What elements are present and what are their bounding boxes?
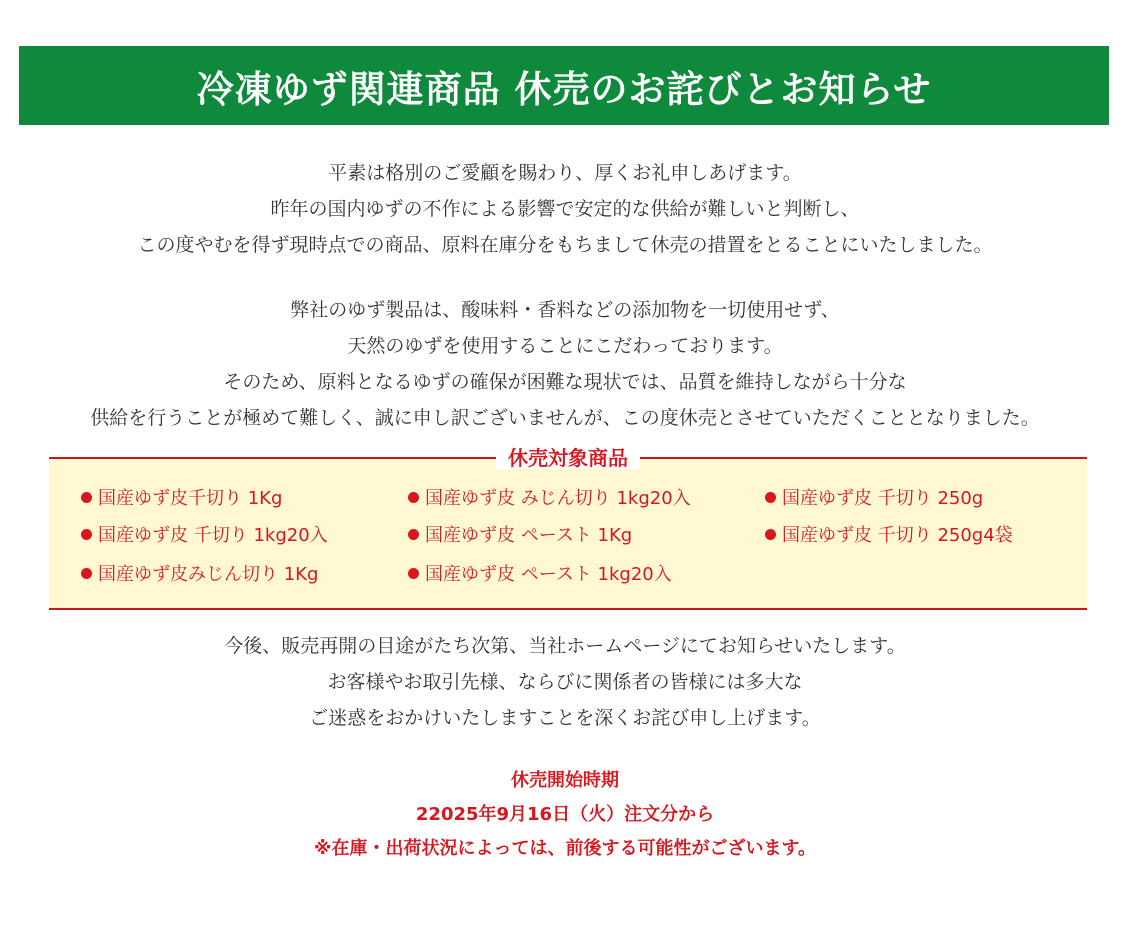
closing-paragraph — [0, 628, 1130, 736]
bullet-dot-icon — [408, 492, 419, 503]
reason-paragraph — [0, 292, 1130, 436]
closing-line: ご迷惑をおかけいたしますことを深くお詫び申し上げます。 — [309, 707, 821, 729]
product-label: 国産ゆず皮 ペースト 1Kg — [425, 525, 633, 546]
bullet-dot-icon — [408, 568, 419, 579]
period-note: ※在庫・出荷状況によっては、前後する可能性がございます。 — [313, 838, 817, 859]
product-label: 国産ゆず皮 みじん切り 1kg20入 — [425, 488, 691, 509]
page-title: 冷凍ゆず関連商品 休売のお詫びとお知らせ — [196, 67, 932, 111]
bullet-dot-icon — [81, 529, 92, 540]
period-title: 休売開始時期 — [511, 770, 619, 791]
product-item — [408, 487, 691, 511]
suspended-products-box — [49, 446, 1087, 610]
suspension-period — [0, 764, 1130, 866]
product-item — [765, 524, 1013, 548]
product-label: 国産ゆず皮 千切り 250g — [782, 488, 984, 509]
closing-line: お客様やお取引先様、ならびに関係者の皆様には多大な — [327, 671, 803, 693]
intro-paragraph — [0, 155, 1130, 263]
period-date: 22025年9月16日（火）注文分から — [415, 804, 715, 825]
product-label: 国産ゆず皮 千切り 1kg20入 — [98, 525, 328, 546]
product-item — [765, 487, 983, 511]
bullet-dot-icon — [765, 492, 776, 503]
product-item — [408, 524, 632, 548]
reason-line: 供給を行うことが極めて難しく、誠に申し訳ございませんが、この度休売とさせていただくこととなりました。 — [90, 407, 1040, 429]
product-label: 国産ゆず皮 千切り 250g4袋 — [782, 525, 1013, 546]
reason-line: 弊社のゆず製品は、酸味料・香料などの添加物を一切使用せず、 — [290, 299, 840, 321]
product-item — [408, 563, 672, 587]
product-item — [81, 487, 282, 511]
product-label: 国産ゆず皮千切り 1Kg — [98, 488, 283, 509]
reason-line: 天然のゆずを使用することにこだわっております。 — [347, 335, 783, 357]
title-banner — [19, 46, 1109, 125]
product-label: 国産ゆず皮みじん切り 1Kg — [98, 564, 319, 585]
reason-line: そのため、原料となるゆずの確保が困難な現状では、品質を維持しながら十分な — [223, 371, 907, 393]
intro-line: 昨年の国内ゆずの不作による影響で安定的な供給が難しいと判断し、 — [270, 198, 860, 220]
closing-line: 今後、販売再開の目途がたち次第、当社ホームページにてお知らせいたします。 — [224, 635, 906, 657]
bullet-dot-icon — [81, 492, 92, 503]
intro-line: 平素は格別のご愛顧を賜わり、厚くお礼申しあげます。 — [328, 162, 802, 184]
bullet-dot-icon — [408, 529, 419, 540]
product-item — [81, 563, 318, 587]
bullet-dot-icon — [765, 529, 776, 540]
intro-line: この度やむを得ず現時点での商品、原料在庫分をもちまして休売の措置をとることにいたしました。 — [137, 234, 993, 256]
product-label: 国産ゆず皮 ペースト 1kg20入 — [425, 564, 672, 585]
products-heading: 休売対象商品 — [496, 447, 640, 469]
bullet-dot-icon — [81, 568, 92, 579]
product-item — [81, 524, 328, 548]
